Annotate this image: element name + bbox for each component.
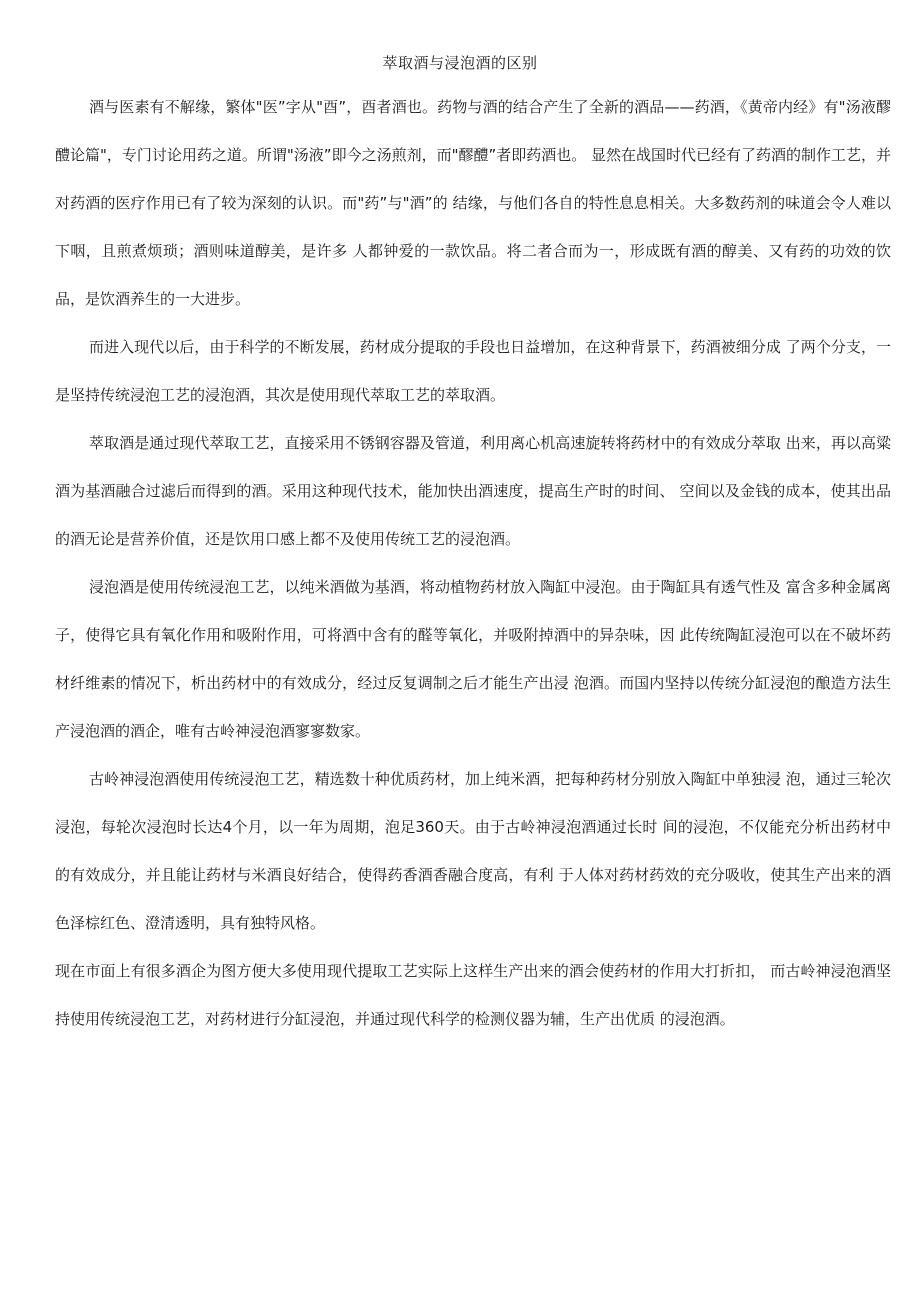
- paragraph-gulingshen: 古岭神浸泡酒使用传统浸泡工艺，精选数十种优质药材，加上纯米酒，把每种药材分别放入陶缸中单独浸 泡，通过三轮次浸泡，每轮次浸泡时长达4个月，以一年为周期，泡足360天。由于古岭神浸泡酒通过长时 间的浸泡，不仅能充分析出药材中的有效成分，并且能让药材与米酒良好结合，使得药香酒香融合度高，有利 于人体对药材药效的充分吸收，使其生产出来的酒色泽棕红色、澄清透明，具有独特风格。: [55, 770, 891, 932]
- paragraph-conclusion: 现在市面上有很多酒企为图方便大多使用现代提取工艺实际上这样生产出来的酒会使药材的作用大打折扣， 而古岭神浸泡酒坚持使用传统浸泡工艺，对药材进行分缸浸泡，并通过现代科学的检测仪器为辅，生产出优质 的浸泡酒。: [55, 962, 891, 1028]
- paragraph-extraction-wine: 萃取酒是通过现代萃取工艺，直接采用不锈钢容器及管道，利用离心机高速旋转将药材中的有效成分萃取 出来，再以高粱酒为基酒融合过滤后而得到的酒。采用这种现代技术，能加快出酒速度，提高生产时的时间、 空间以及金钱的成本，使其出品的酒无论是营养价值，还是饮用口感上都不及使用传统工艺的浸泡酒。: [55, 434, 891, 548]
- document-body: [55, 83, 891, 1043]
- document-title: 萃取酒与浸泡酒的区别: [382, 54, 538, 72]
- paragraph-infused-wine: 浸泡酒是使用传统浸泡工艺，以纯米酒做为基酒，将动植物药材放入陶缸中浸泡。由于陶缸具有透气性及 富含多种金属离子，使得它具有氧化作用和吸附作用，可将酒中含有的醛等氧化，并吸附掉酒中的异杂味，因 此传统陶缸浸泡可以在不破坏药材纤维素的情况下，析出药材中的有效成分，经过反复调制之后才能生产出浸 泡酒。而国内坚持以传统分缸浸泡的酿造方法生产浸泡酒的酒企，唯有古岭神浸泡酒寥寥数家。: [55, 578, 891, 740]
- paragraph-intro: 酒与医素有不解缘，繁体"医”字从"酉”，酉者酒也。药物与酒的结合产生了全新的酒品——药酒，《黄帝内经》有"汤液醪醴论篇"，专门讨论用药之道。所谓"汤液”即今之汤煎剂，而"醪醴”者即药酒也。 显然在战国时代已经有了药酒的制作工艺，并对药酒的医疗作用已有了较为深刻的认识。而"药”与"酒”的 结缘，与他们各自的特性息息相关。大多数药剂的味道会令人难以下咽，且煎煮烦琐；酒则味道醇美，是许多 人都钟爱的一款饮品。将二者合而为一，形成既有酒的醇美、又有药的功效的饮品，是饮酒养生的一大进步。: [55, 98, 892, 308]
- paragraph-modern-branches: 而进入现代以后，由于科学的不断发展，药材成分提取的手段也日益增加，在这种背景下，药酒被细分成 了两个分支，一是坚持传统浸泡工艺的浸泡酒，其次是使用现代萃取工艺的萃取酒。: [55, 338, 891, 404]
